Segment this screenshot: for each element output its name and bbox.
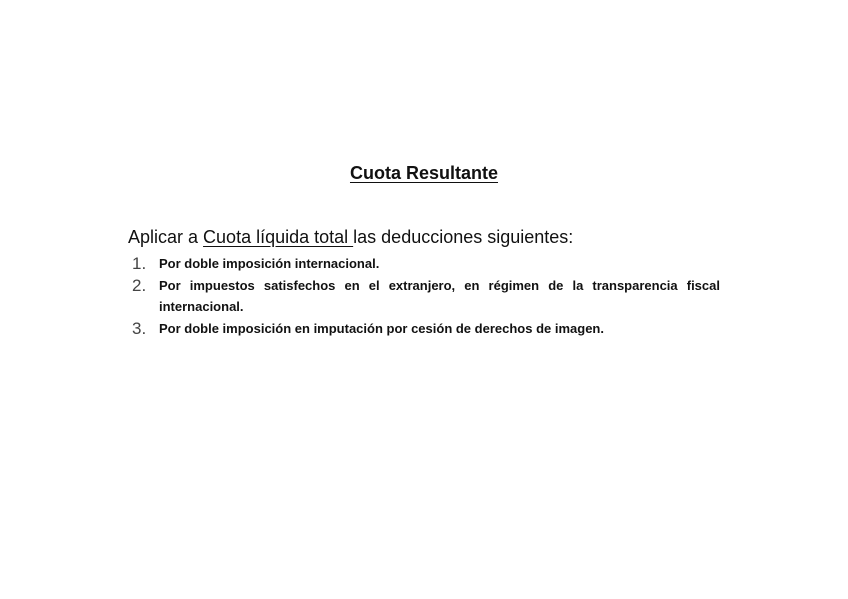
deduction-number-2: 2. (132, 275, 147, 295)
deduction-text-3: Por doble imposición en imputación por cesión de derechos de imagen. (159, 320, 604, 336)
cuota-liquida-total-term: Cuota líquida total (203, 227, 354, 247)
deduction-item-2 (128, 275, 720, 318)
document-title-block (0, 161, 848, 185)
intro-paragraph (128, 225, 573, 249)
deduction-number-1: 1. (132, 254, 147, 273)
deduction-text-2: Por impuestos satisfechos en el extranjero, en régimen de la transparencia fiscal internacional. (159, 277, 720, 314)
intro-prefix: Aplicar a (128, 227, 204, 247)
deduction-number-3: 3. (132, 318, 147, 338)
deduction-item-1 (128, 253, 720, 275)
document-title: Cuota Resultante (349, 163, 499, 183)
deductions-list (128, 253, 720, 339)
deduction-item-3 (128, 318, 720, 340)
deduction-text-1: Por doble imposición internacional. (159, 256, 380, 271)
intro-suffix: las deducciones siguientes: (353, 227, 574, 247)
